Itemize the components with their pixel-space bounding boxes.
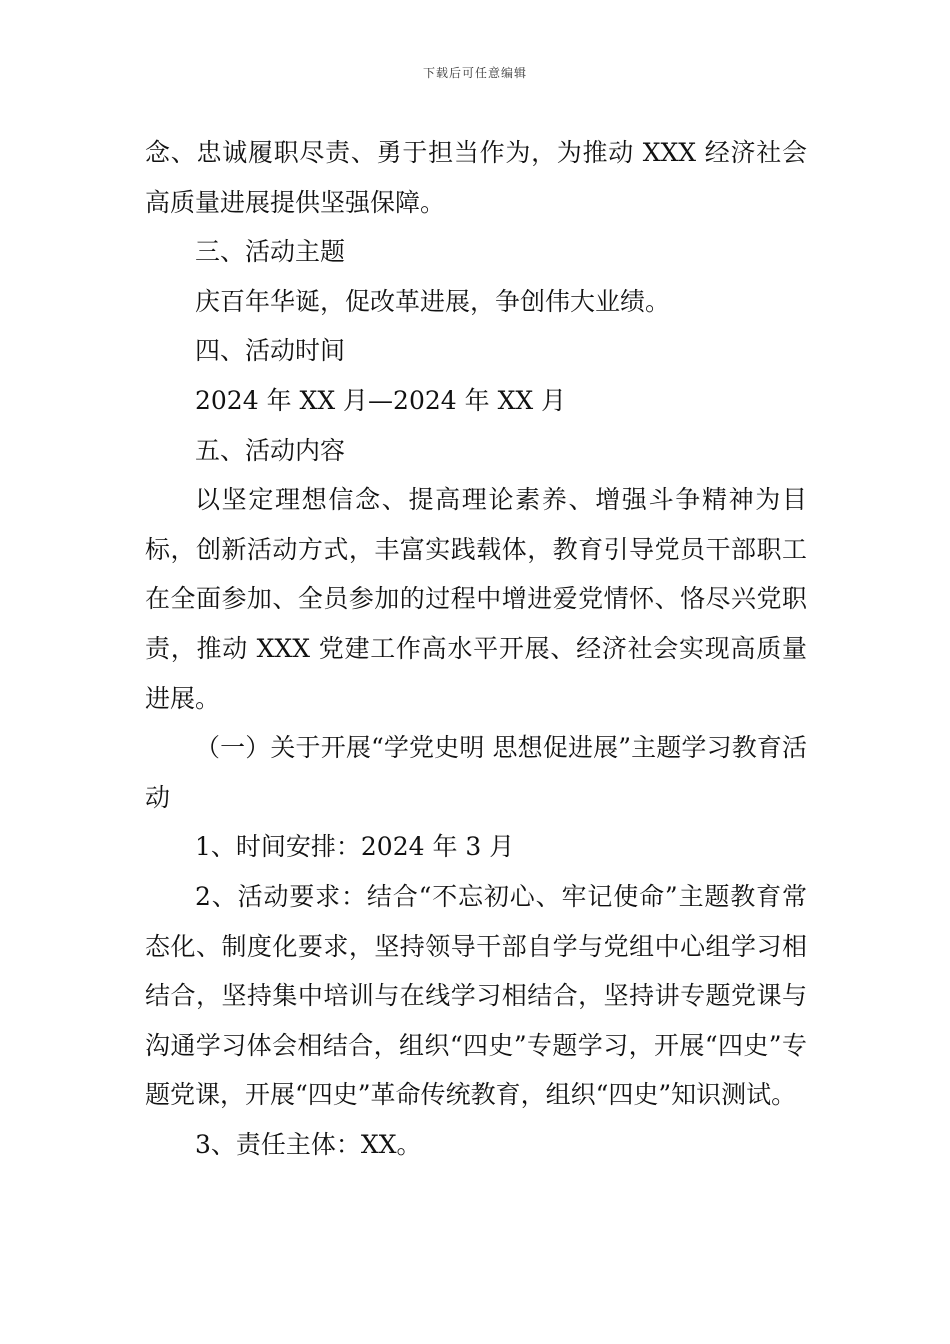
paragraph-content: 以坚定理想信念、提高理论素养、增强斗争精神为目标，创新活动方式，丰富实践载体，教育引导党员干部职工在全面参加、全员参加的过程中增进爱党情怀、恪尽兴党职责，推动 XXX 党建工作高水平开展、经济社会实现高质量进展。 <box>145 485 807 713</box>
item-responsible: 3、责任主体：XX。 <box>195 1129 422 1159</box>
paragraph-theme: 庆百年华诞，促改革进展，争创伟大业绩。 <box>195 286 671 316</box>
paragraph-continuation: 念、忠诚履职尽责、勇于担当作为，为推动 XXX 经济社会高质量进展提供坚强保障。 <box>145 138 807 217</box>
paragraph-time: 2024 年 XX 月—2024 年 XX 月 <box>195 385 567 415</box>
item-requirements: 2、活动要求：结合“不忘初心、牢记使命”主题教育常态化、制度化要求，坚持领导干部自学与党组中心组学习相结合，坚持集中培训与在线学习相结合，坚持讲专题党课与沟通学习体会相结合，组织“四史”专题学习，开展“四史”专题党课，开展“四史”革命传统教育，组织“四史”知识测试。 <box>145 881 807 1110</box>
item-schedule: 1、时间安排：2024 年 3 月 <box>195 832 515 862</box>
page-header-note: 下载后可任意编辑 <box>422 66 527 80</box>
heading-activity-theme: 三、活动主题 <box>195 237 346 267</box>
document-body <box>145 128 807 1169</box>
subheading-study-activity: （一）关于开展“学党史明 思想促进展”主题学习教育活动 <box>145 733 807 812</box>
heading-activity-time: 四、活动时间 <box>195 336 346 366</box>
heading-activity-content: 五、活动内容 <box>195 435 346 465</box>
